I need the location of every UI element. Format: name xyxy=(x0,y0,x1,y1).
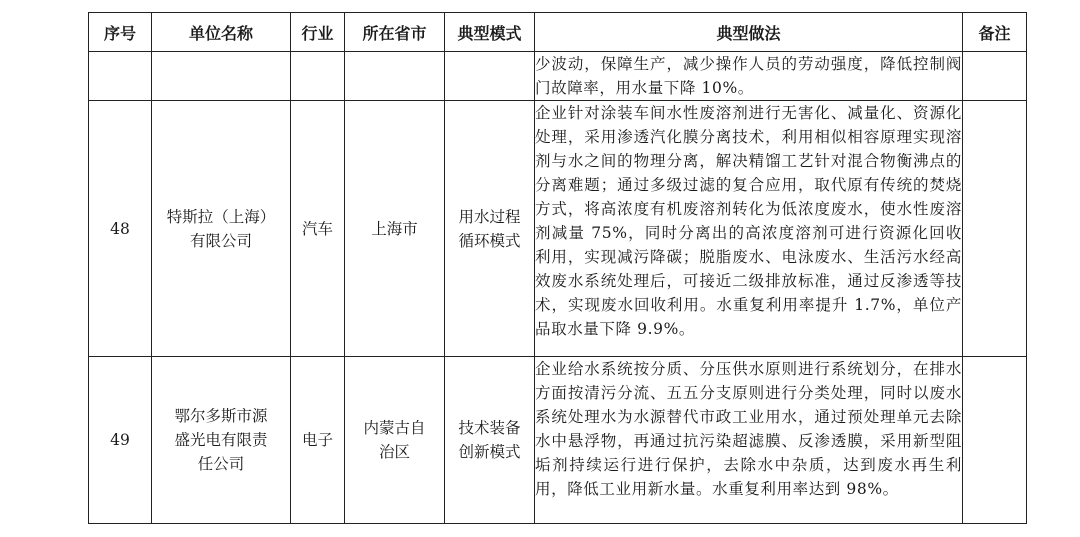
cell-no: 49 xyxy=(89,357,152,524)
cell-unit: 特斯拉（上海） 有限公司 xyxy=(152,101,291,357)
cell-remark xyxy=(963,357,1027,524)
cell-mode: 技术装备 创新模式 xyxy=(445,357,535,524)
cell-province: 内蒙古自 治区 xyxy=(345,357,445,524)
cell-unit: 鄂尔多斯市源 盛光电有限责 任公司 xyxy=(152,357,291,524)
cell-remark xyxy=(963,52,1027,101)
cell-unit xyxy=(152,52,291,101)
cell-industry: 电子 xyxy=(291,357,345,524)
cell-remark xyxy=(963,101,1027,357)
cell-province xyxy=(345,52,445,101)
cell-no xyxy=(89,52,152,101)
cell-mode xyxy=(445,52,535,101)
cell-practice: 少波动，保障生产，减少操作人员的劳动强度，降低控制阀门故障率，用水量下降 10%。 xyxy=(535,52,963,101)
cell-industry xyxy=(291,52,345,101)
table-row xyxy=(89,357,1027,524)
table-header-row xyxy=(89,13,1027,52)
cell-practice: 企业给水系统按分质、分压供水原则进行系统划分，在排水方面按清污分流、五五分支原则进行分类处理，同时以废水系统处理水为水源替代市政工业用水，通过预处理单元去除水中悬浮物，再通过抗污染超滤膜、反渗透膜，采用新型阻垢剂持续运行进行保护，去除水中杂质，达到废水再生利用，降低工业用新水量。水重复利用率达到 98%。 xyxy=(535,357,963,524)
header-practice: 典型做法 xyxy=(535,13,963,52)
header-industry: 行业 xyxy=(291,13,345,52)
table-row xyxy=(89,101,1027,357)
header-province: 所在省市 xyxy=(345,13,445,52)
header-remark: 备注 xyxy=(963,13,1027,52)
header-unit: 单位名称 xyxy=(152,13,291,52)
enterprise-table xyxy=(88,12,1027,524)
cell-industry: 汽车 xyxy=(291,101,345,357)
cell-province: 上海市 xyxy=(345,101,445,357)
cell-mode: 用水过程 循环模式 xyxy=(445,101,535,357)
cell-no: 48 xyxy=(89,101,152,357)
cell-practice: 企业针对涂装车间水性废溶剂进行无害化、减量化、资源化处理，采用渗透汽化膜分离技术，利用相似相容原理实现溶剂与水之间的物理分离，解决精馏工艺针对混合物衡沸点的分离难题；通过多级过滤的复合应用，取代原有传统的焚烧方式，将高浓度有机废溶剂转化为低浓度废水，使水性废溶剂减量 75%，同时分离出的高浓度溶剂可进行资源化回收利用，实现减污降碳；脱脂废水、电泳废水、生活污水经高效废水系统处理后，可接近二级排放标准，通过反渗透等技术，实现废水回收利用。水重复利用率提升 1.7%，单位产品取水量下降 9.9%。 xyxy=(535,101,963,357)
header-no: 序号 xyxy=(89,13,152,52)
header-mode: 典型模式 xyxy=(445,13,535,52)
table-row xyxy=(89,52,1027,101)
